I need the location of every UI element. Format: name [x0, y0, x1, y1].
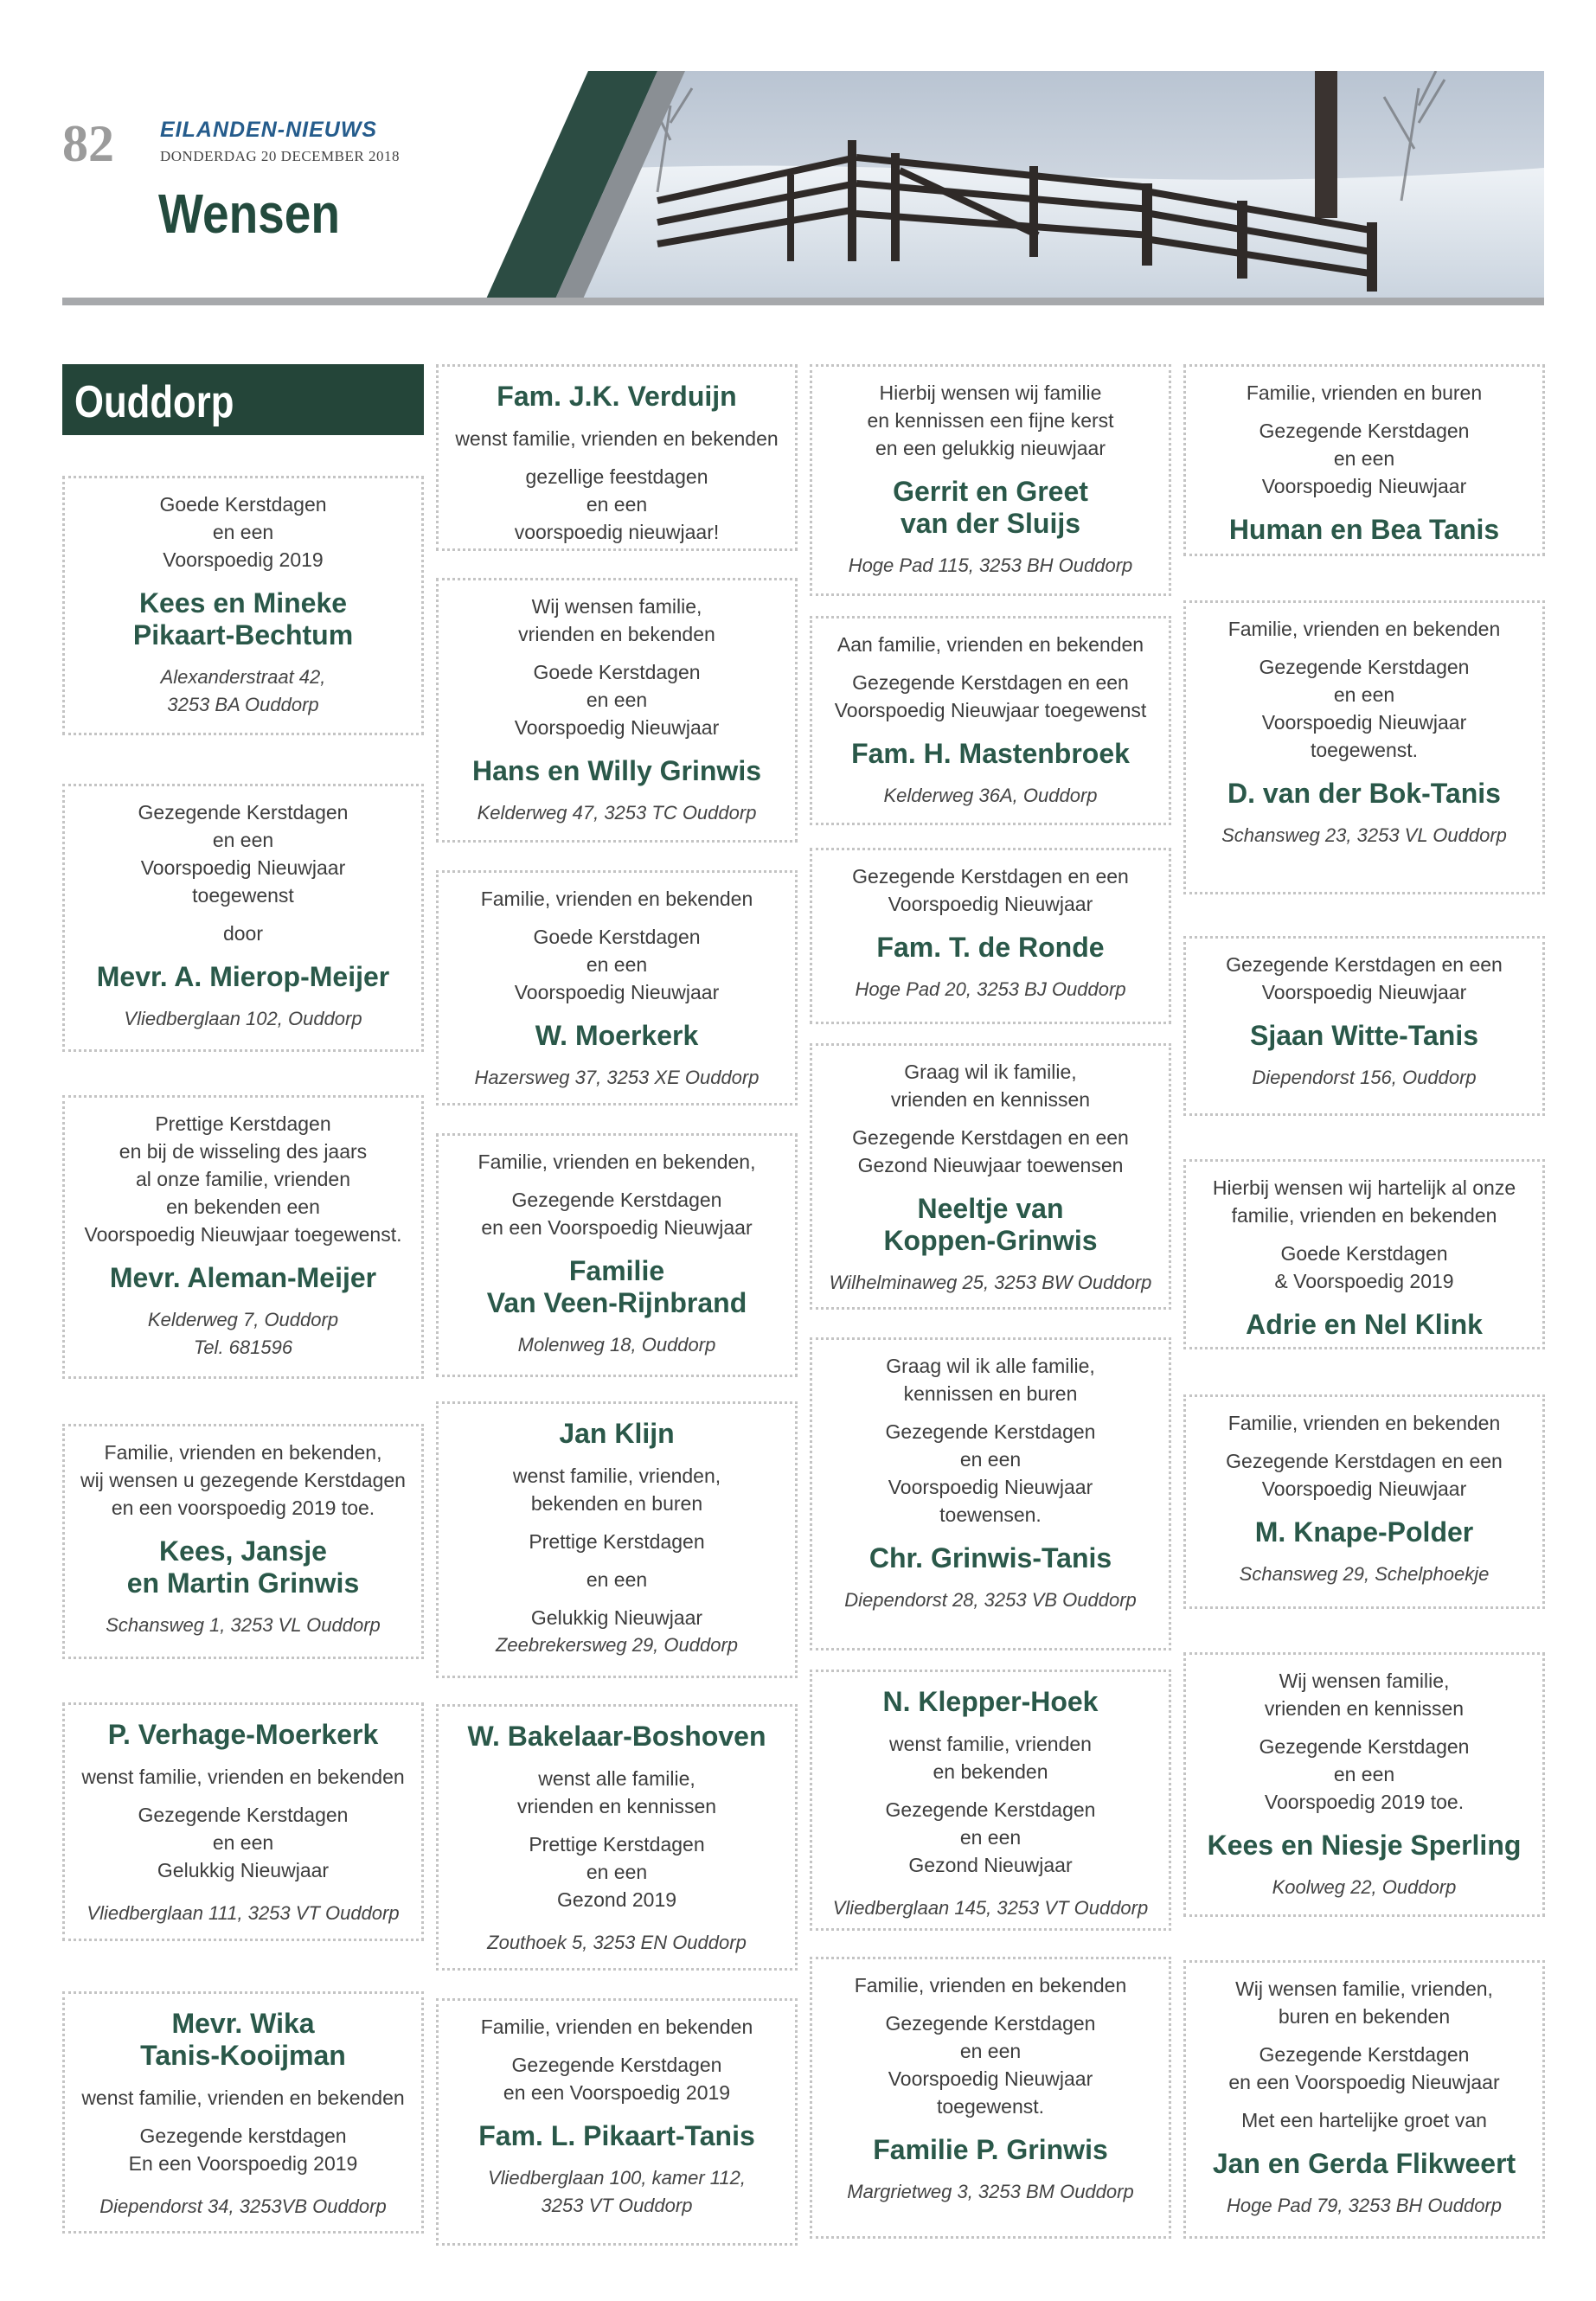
sender-address: Schansweg 23, 3253 VL Ouddorp: [1221, 824, 1507, 846]
greeting-card: N. Klepper-Hoek wenst familie, vrienden en bekenden Gezegende Kerstdagen en een Gezond Nieuwjaar Vliedberglaan 145, 3253 VT Ouddorp: [810, 1670, 1171, 1931]
greeting-card: Familie, vrienden en bekenden Gezegende Kerstdagen en een Voorspoedig Nieuwjaar M. Knape-Polder Schansweg 29, Schelphoekje: [1183, 1394, 1545, 1609]
sender-name: D. van der Bok-Tanis: [1227, 778, 1501, 809]
greeting-card: Gezegende Kerstdagen en een Voorspoedig Nieuwjaar Fam. T. de Ronde Hoge Pad 20, 3253 BJ Ouddorp: [810, 848, 1171, 1024]
page-number: 82: [62, 115, 114, 172]
greeting-card: Graag wil ik familie, vrienden en kennissen Gezegende Kerstdagen en een Gezond Nieuwjaar toewensen Neeltje van Koppen-Grinwis Wilhelminaweg 25, 3253 BW Ouddorp: [810, 1043, 1171, 1310]
greeting-card: Hierbij wensen wij hartelijk al onze familie, vrienden en bekenden Goede Kerstdagen & Voorspoedig 2019 Adrie en Nel Klink: [1183, 1159, 1545, 1349]
sender-name: Gerrit en Greet van der Sluijs: [893, 476, 1088, 539]
header-rule: [62, 298, 1544, 305]
sender-address: Vliedberglaan 111, 3253 VT Ouddorp: [87, 1902, 400, 1924]
sender-address: Zouthoek 5, 3253 EN Ouddorp: [487, 1932, 747, 1953]
greeting-card: Familie, vrienden en bekenden Gezegende Kerstdagen en een Voorspoedig Nieuwjaar toegewenst. Familie P. Grinwis Margrietweg 3, 3253 BM Ouddorp: [810, 1957, 1171, 2239]
sender-address: Vliedberglaan 100, kamer 112, 3253 VT Ouddorp: [487, 2167, 746, 2216]
greeting-card: W. Bakelaar-Boshoven wenst alle familie, vrienden en kennissen Prettige Kerstdagen en een Gezond 2019 Zouthoek 5, 3253 EN Ouddorp: [436, 1704, 798, 1971]
greeting-card: Jan Klijn wenst familie, vrienden, bekenden en buren Prettige Kerstdagen en een Gelukkig Nieuwjaar Zeebrekersweg 29, Ouddorp: [436, 1401, 798, 1678]
winter-fence-photo: [484, 71, 1544, 303]
sender-name: Familie P. Grinwis: [873, 2134, 1108, 2165]
sender-address: Alexanderstraat 42, 3253 BA Ouddorp: [160, 666, 326, 715]
greeting-card: Familie, vrienden en bekenden Goede Kerstdagen en een Voorspoedig Nieuwjaar W. Moerkerk Hazersweg 37, 3253 XE Ouddorp: [436, 870, 798, 1106]
sender-name: Kees, Jansje en Martin Grinwis: [126, 1535, 360, 1599]
greeting-card: Familie, vrienden en bekenden Gezegende Kerstdagen en een Voorspoedig Nieuwjaar toegewenst. D. van der Bok-Tanis Schansweg 23, 3253 VL Ouddorp: [1183, 600, 1545, 894]
greeting-card: Prettige Kerstdagen en bij de wisseling des jaars al onze familie, vrienden en bekenden een Voorspoedig Nieuwjaar toegewenst. Mevr. Aleman-Meijer Kelderweg 7, Ouddorp Tel. 681596: [62, 1095, 424, 1379]
greeting-card: Familie, vrienden en bekenden, Gezegende Kerstdagen en een Voorspoedig Nieuwjaar Familie Van Veen-Rijnbrand Molenweg 18, Ouddorp: [436, 1133, 798, 1377]
greeting-card: Familie, vrienden en bekenden, wij wensen u gezegende Kerstdagen en een voorspoedig 2019 toe. Kees, Jansje en Martin Grinwis Schansweg 1, 3253 VL Ouddorp: [62, 1424, 424, 1659]
sender-address: Kelderweg 7, Ouddorp Tel. 681596: [147, 1309, 339, 1358]
sender-name: N. Klepper-Hoek: [882, 1686, 1099, 1717]
sender-address: Koolweg 22, Ouddorp: [1272, 1876, 1457, 1898]
sender-address: Wilhelminaweg 25, 3253 BW Ouddorp: [829, 1272, 1152, 1293]
sender-address: Hazersweg 37, 3253 XE Ouddorp: [474, 1067, 760, 1088]
sender-name: Hans en Willy Grinwis: [471, 755, 761, 786]
sender-name: Human en Bea Tanis: [1228, 514, 1500, 545]
sender-name: Kees en Niesje Sperling: [1207, 1830, 1522, 1861]
sender-address: Kelderweg 36A, Ouddorp: [883, 785, 1098, 806]
sender-name: Fam. J.K. Verduijn: [497, 381, 737, 412]
sender-name: Neeltje van Koppen-Grinwis: [883, 1193, 1098, 1256]
sender-name: Fam. L. Pikaart-Tanis: [478, 2120, 755, 2151]
greeting-card: Wij wensen familie, vrienden en bekenden Goede Kerstdagen en een Voorspoedig Nieuwjaar Hans en Willy Grinwis Kelderweg 47, 3253 TC Ouddorp: [436, 578, 798, 843]
sender-name: P. Verhage-Moerkerk: [107, 1719, 379, 1750]
sender-address: Vliedberglaan 102, Ouddorp: [124, 1008, 362, 1029]
sender-name: Kees en Mineke Pikaart-Bechtum: [132, 587, 354, 651]
region-title: Ouddorp: [62, 364, 424, 435]
sender-name: Mevr. Wika Tanis-Kooijman: [140, 2008, 346, 2071]
sender-name: M. Knape-Polder: [1254, 1516, 1474, 1548]
sender-name: Sjaan Witte-Tanis: [1249, 1020, 1479, 1051]
sender-name: Mevr. Aleman-Meijer: [109, 1262, 377, 1293]
sender-name: Chr. Grinwis-Tanis: [869, 1542, 1112, 1574]
greeting-card: Goede Kerstdagen en een Voorspoedig 2019 Kees en Mineke Pikaart-Bechtum Alexanderstraat 42, 3253 BA Ouddorp: [62, 476, 424, 735]
sender-name: Adrie en Nel Klink: [1246, 1309, 1483, 1340]
greeting-card: Wij wensen familie, vrienden, buren en bekenden Gezegende Kerstdagen en een Voorspoedig Nieuwjaar Met een hartelijke groet van Jan en Gerda Flikweert Hoge Pad 79, 3253 BH Ouddorp: [1183, 1960, 1545, 2239]
issue-date: DONDERDAG 20 DECEMBER 2018: [160, 148, 400, 164]
sender-name: W. Moerkerk: [535, 1020, 699, 1051]
sender-address: Schansweg 1, 3253 VL Ouddorp: [106, 1614, 381, 1636]
sender-address: Hoge Pad 79, 3253 BH Ouddorp: [1226, 2195, 1502, 2216]
sender-address: Margrietweg 3, 3253 BM Ouddorp: [847, 2181, 1134, 2202]
greeting-card: Hierbij wensen wij familie en kennissen een fijne kerst en een gelukkig nieuwjaar Gerrit en Greet van der Sluijs Hoge Pad 115, 3253 BH Ouddorp: [810, 364, 1171, 596]
sender-address: Molenweg 18, Ouddorp: [517, 1334, 716, 1356]
greeting-card: Familie, vrienden en bekenden Gezegende Kerstdagen en een Voorspoedig 2019 Fam. L. Pikaart-Tanis Vliedberglaan 100, kamer 112, 3253 VT Ouddorp: [436, 1998, 798, 2246]
sender-name: Fam. H. Mastenbroek: [851, 738, 1130, 769]
sender-name: W. Bakelaar-Boshoven: [467, 1721, 766, 1752]
newspaper-logo: EILANDEN-NIEUWS: [160, 118, 378, 142]
sender-address: Hoge Pad 115, 3253 BH Ouddorp: [848, 554, 1133, 576]
sender-address: Diependorst 156, Ouddorp: [1252, 1067, 1477, 1088]
sender-address: Schansweg 29, Schelphoekje: [1239, 1563, 1490, 1585]
sender-address: Kelderweg 47, 3253 TC Ouddorp: [477, 802, 757, 824]
greeting-card: Gezegende Kerstdagen en een Voorspoedig Nieuwjaar Sjaan Witte-Tanis Diependorst 156, Ouddorp: [1183, 936, 1545, 1116]
greeting-card: Fam. J.K. Verduijn wenst familie, vrienden en bekenden gezellige feestdagen en een voorspoedig nieuwjaar!: [436, 364, 798, 551]
sender-address: Hoge Pad 20, 3253 BJ Ouddorp: [855, 978, 1126, 1000]
sender-name: Jan Klijn: [559, 1418, 675, 1449]
sender-name: Fam. T. de Ronde: [876, 932, 1105, 963]
sender-name: Familie Van Veen-Rijnbrand: [486, 1255, 747, 1318]
greeting-card: Graag wil ik alle familie, kennissen en buren Gezegende Kerstdagen en een Voorspoedig Nieuwjaar toewensen. Chr. Grinwis-Tanis Diependorst 28, 3253 VB Ouddorp: [810, 1337, 1171, 1650]
sender-address: Diependorst 28, 3253 VB Ouddorp: [844, 1589, 1137, 1611]
sender-address: Vliedberglaan 145, 3253 VT Ouddorp: [832, 1897, 1149, 1919]
sender-name: Mevr. A. Mierop-Meijer: [96, 961, 390, 992]
sender-name: Jan en Gerda Flikweert: [1212, 2148, 1516, 2179]
greeting-card: Gezegende Kerstdagen en een Voorspoedig Nieuwjaar toegewenst door Mevr. A. Mierop-Meijer Vliedberglaan 102, Ouddorp: [62, 784, 424, 1052]
section-title: Wensen: [158, 183, 341, 245]
greeting-card: Mevr. Wika Tanis-Kooijman wenst familie, vrienden en bekenden Gezegende kerstdagen En een Voorspoedig 2019 Diependorst 34, 3253VB Ouddorp: [62, 1991, 424, 2234]
greeting-card: Wij wensen familie, vrienden en kennissen Gezegende Kerstdagen en een Voorspoedig 2019 toe. Kees en Niesje Sperling Koolweg 22, Ouddorp: [1183, 1652, 1545, 1917]
sender-address: Zeebrekersweg 29, Ouddorp: [495, 1634, 739, 1656]
greeting-card: P. Verhage-Moerkerk wenst familie, vrienden en bekenden Gezegende Kerstdagen en een Gelukkig Nieuwjaar Vliedberglaan 111, 3253 VT Ouddorp: [62, 1702, 424, 1941]
greeting-card: Aan familie, vrienden en bekenden Gezegende Kerstdagen en een Voorspoedig Nieuwjaar toegewenst Fam. H. Mastenbroek Kelderweg 36A, Ouddorp: [810, 616, 1171, 825]
greeting-card: Familie, vrienden en buren Gezegende Kerstdagen en een Voorspoedig Nieuwjaar Human en Bea Tanis: [1183, 364, 1545, 556]
sender-address: Diependorst 34, 3253VB Ouddorp: [99, 2195, 387, 2217]
